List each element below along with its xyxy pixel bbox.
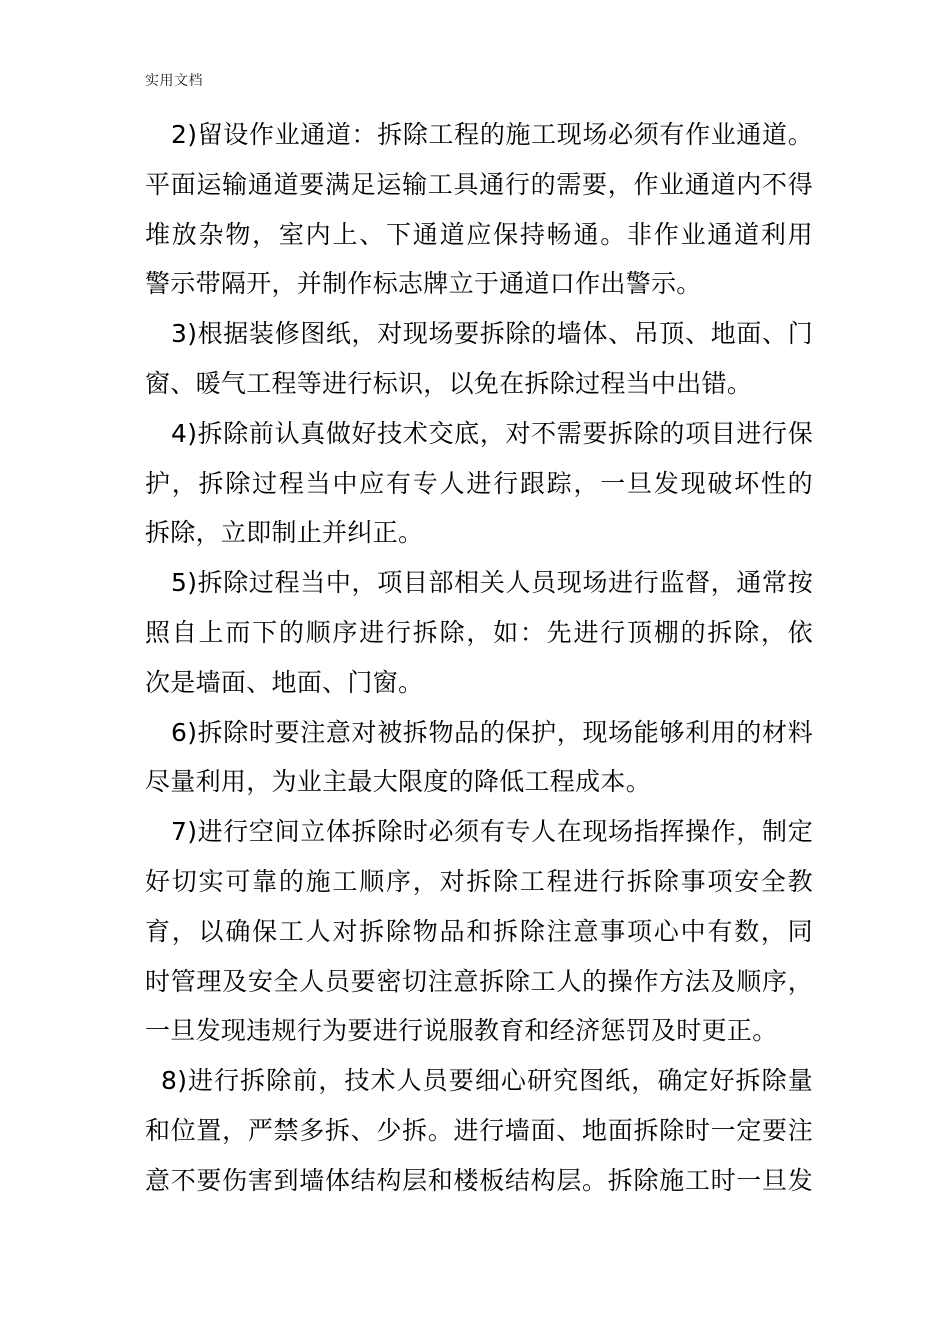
paragraph-line: 时管理及安全人员要密切注意拆除工人的操作方法及顺序， [145,966,813,996]
paragraph-line: 平面运输通道要满足运输工具通行的需要，作业通道内不得 [145,169,813,199]
document-body [145,110,813,1206]
paragraph-line: 5)拆除过程当中，项目部相关人员现场进行监督，通常按 [171,568,813,598]
paragraph-line: 次是墙面、地面、门窗。 [145,667,424,697]
paragraph-line: 8)进行拆除前，技术人员要细心研究图纸，确定好拆除量 [161,1066,813,1096]
paragraph-line: 一旦发现违规行为要进行说服教育和经济惩罚及时更正。 [145,1016,778,1046]
paragraph-line: 和位置，严禁多拆、少拆。进行墙面、地面拆除时一定要注 [145,1115,813,1145]
paragraph-line: 尽量利用，为业主最大限度的降低工程成本。 [145,767,652,797]
paragraph-line: 护，拆除过程当中应有专人进行跟踪，一旦发现破坏性的 [145,468,813,498]
paragraph-line: 窗、暖气工程等进行标识，以免在拆除过程当中出错。 [145,368,753,398]
paragraph-line: 4)拆除前认真做好技术交底，对不需要拆除的项目进行保 [171,418,813,448]
paragraph-line: 照自上而下的顺序进行拆除，如：先进行顶棚的拆除，依 [145,617,813,647]
page-header: 实用文档 [145,73,203,89]
paragraph-line: 意不要伤害到墙体结构层和楼板结构层。拆除施工时一旦发 [145,1165,813,1195]
paragraph-line: 育，以确保工人对拆除物品和拆除注意事项心中有数，同 [145,916,813,946]
paragraph-line: 拆除，立即制止并纠正。 [145,518,424,548]
paragraph-line: 7)进行空间立体拆除时必须有专人在现场指挥操作，制定 [171,817,813,847]
paragraph-line: 警示带隔开，并制作标志牌立于通道口作出警示。 [145,269,702,299]
paragraph-line: 3)根据装修图纸，对现场要拆除的墙体、吊顶、地面、门 [171,319,813,349]
paragraph-line: 6)拆除时要注意对被拆物品的保护，现场能够利用的材料 [171,717,813,747]
paragraph-line: 2)留设作业通道：拆除工程的施工现场必须有作业通道。 [171,120,813,149]
paragraph-line: 堆放杂物，室内上、下通道应保持畅通。非作业通道利用 [145,219,813,249]
paragraph-line: 好切实可靠的施工顺序，对拆除工程进行拆除事项安全教 [145,866,813,896]
